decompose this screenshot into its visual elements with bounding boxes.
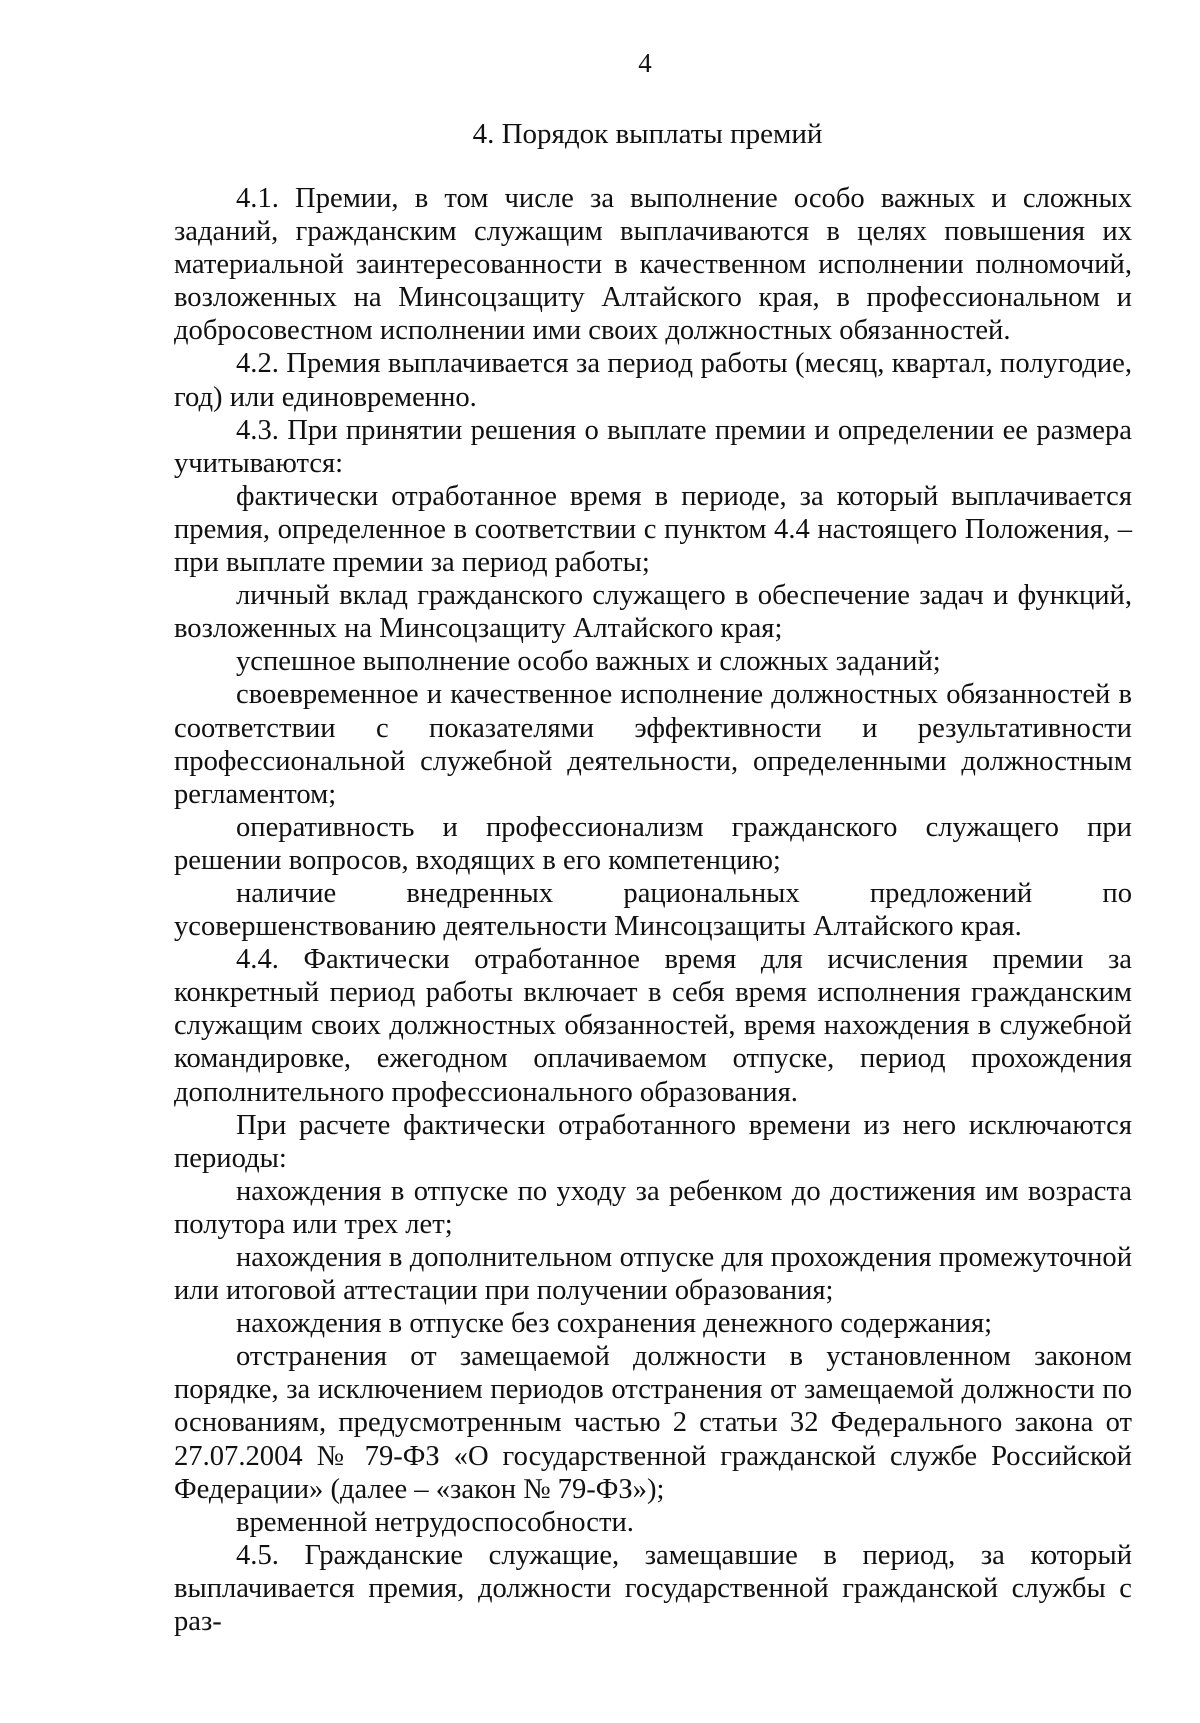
paragraph-4-2: 4.2. Премия выплачивается за период работы (месяц, квартал, полугодие, год) или единовременно. xyxy=(174,348,1132,413)
excluded-suspension: отстранения от замещаемой должности в установленном законом порядке, за исключением периодов отстранения от замещаемой должности по основаниям, предусмотренным частью 2 статьи 32 Федерального закона от 27.07.2004 № 79-ФЗ «О государственной гражданской службе Российской Федерации» (далее – «закон № 79-ФЗ»); xyxy=(174,1341,1132,1505)
section-title: 4. Порядок выплаты премий xyxy=(472,118,823,150)
criterion-worked-time: фактически отработанное время в периоде, за который выплачивается премия, определенное в соответствии с пунктом 4.4 настоящего Положения, – при выплате премии за период работы; xyxy=(174,480,1132,579)
excluded-unpaid-leave: нахождения в отпуске без сохранения денежного содержания; xyxy=(236,1308,993,1340)
criterion-professionalism: оперативность и профессионализм гражданского служащего при решении вопросов, входящих в его компетенцию; xyxy=(174,811,1132,876)
paragraph-4-3: 4.3. При принятии решения о выплате премии и определении ее размера учитываются: xyxy=(174,414,1132,479)
criterion-personal-contribution: личный вклад гражданского служащего в обеспечение задач и функций, возложенных на Минсоцзащиту Алтайского края; xyxy=(174,580,1132,645)
excluded-sick-leave: временной нетрудоспособности. xyxy=(236,1506,634,1538)
paragraph-4-5: 4.5. Гражданские служащие, замещавшие в период, за который выплачивается премия, должности государственной гражданской службы с раз- xyxy=(174,1539,1132,1638)
page-number: 4 xyxy=(638,48,652,78)
excluded-periods-intro: При расчете фактически отработанного времени из него исключаются периоды: xyxy=(174,1109,1132,1174)
criterion-timely-performance: своевременное и качественное исполнение должностных обязанностей в соответствии с показателями эффективности и результативности профессиональной служебной деятельности, определенными должностным регламентом; xyxy=(174,679,1132,810)
excluded-study-leave: нахождения в дополнительном отпуске для прохождения промежуточной или итоговой аттестации при получении образования; xyxy=(174,1242,1132,1307)
paragraph-4-4: 4.4. Фактически отработанное время для исчисления премии за конкретный период работы включает в себя время исполнения гражданским служащим своих должностных обязанностей, время нахождения в служебной командировке, ежегодном оплачиваемом отпуске, период прохождения дополнительного профессионального образования. xyxy=(174,944,1132,1108)
document-body xyxy=(174,182,1132,1638)
paragraph-4-1: 4.1. Премии, в том числе за выполнение особо важных и сложных заданий, гражданским служащим выплачиваются в целях повышения их материальной заинтересованности в качественном исполнении полномочий, возложенных на Минсоцзащиту Алтайского края, в профессиональном и добросовестном исполнении ими своих должностных обязанностей. xyxy=(174,183,1132,347)
criterion-important-tasks: успешное выполнение особо важных и сложных заданий; xyxy=(236,646,941,678)
criterion-rational-proposals: наличие внедренных рациональных предложений по усовершенствованию деятельности Минсоцзащиты Алтайского края. xyxy=(174,877,1132,943)
excluded-childcare-leave: нахождения в отпуске по уходу за ребенком до достижения им возраста полутора или трех лет; xyxy=(174,1175,1132,1240)
